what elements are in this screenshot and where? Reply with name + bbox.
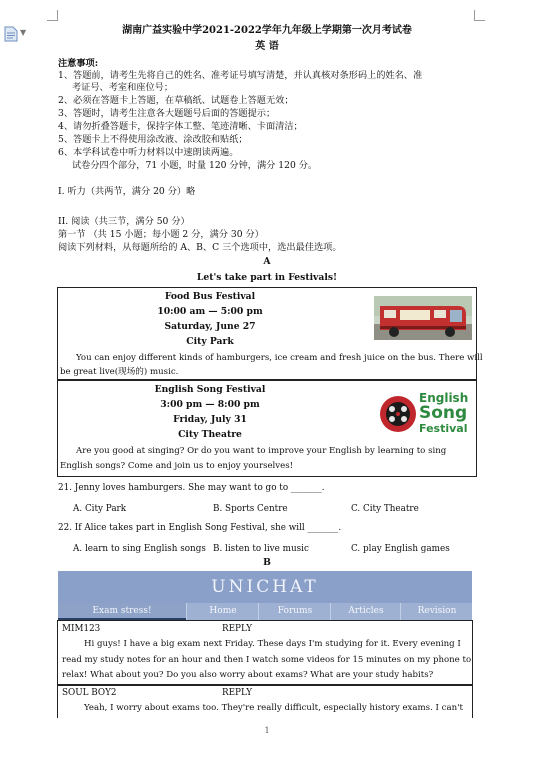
question-stem: 21. Jenny loves hamburgers. She may want to go to _______. (58, 483, 325, 493)
question-option[interactable]: A. City Park (73, 504, 127, 514)
food-bus-image (374, 296, 472, 340)
festival-description: You can enjoy different kinds of hamburgers, ice cream and fresh juice on the bus. There will (76, 353, 483, 363)
festival-name: English Song Festival (154, 384, 266, 395)
margin-corner-mark (474, 10, 485, 21)
document-icon[interactable] (4, 26, 18, 42)
question-option[interactable]: C. City Theatre (351, 504, 419, 514)
festival-place: City Park (186, 336, 234, 347)
festival-date: Saturday, June 27 (164, 321, 256, 332)
notice-item: 2、必须在答题卡上答题，在草稿纸、试题卷上答题无效； (58, 95, 294, 106)
notice-item: 5、答题卡上不得使用涂改液、涂改胶和贴纸； (58, 134, 248, 145)
unichat-banner (58, 571, 472, 603)
question-option[interactable]: B. listen to live music (213, 544, 309, 554)
festival-time: 3:00 pm — 8:00 pm (160, 399, 260, 410)
post-reply-button[interactable]: REPLY (222, 688, 253, 698)
festival-time: 10:00 am — 5:00 pm (157, 306, 263, 317)
notice-item: 考证号、考室和座位号； (72, 82, 174, 93)
tab-forums[interactable]: Forums (258, 603, 331, 620)
page-number: 1 (264, 726, 270, 735)
festival-date: Friday, July 31 (173, 414, 247, 425)
part2-heading: II. 阅读（共三节，满分 50 分） (58, 216, 190, 227)
notice-item: 试卷分四个部分，71 小题，时量 120 分钟，满分 120 分。 (72, 160, 318, 171)
notice-item: 6、本学科试卷中听力材料以中速朗读两遍。 (58, 147, 239, 158)
notice-item: 1、答题前，请考生先将自己的姓名、准考证号填写清楚，并认真核对条形码上的姓名、准 (58, 70, 423, 81)
forum-nav-bar (58, 603, 472, 620)
passage-a-title: Let's take part in Festivals! (196, 272, 338, 283)
post-text-line: read my study notes for an hour and then I watch some videos for 15 minutes on my phone to (62, 655, 472, 665)
tab-home[interactable]: Home (186, 603, 259, 620)
post-username: SOUL BOY2 (62, 688, 117, 698)
exam-title: 湖南广益实验中学2021-2022学年九年级上学期第一次月考试卷 (122, 25, 412, 36)
section-heading: 第一节 （共 15 小题；每小题 2 分，满分 30 分） (58, 229, 264, 240)
festival-name: Food Bus Festival (164, 291, 256, 302)
post-reply-button[interactable]: REPLY (222, 624, 253, 634)
site-name: UNICHAT (211, 577, 319, 597)
festival-description: be great live(现场的) music. (60, 367, 179, 377)
english-song-festival-logo: English Song Festival (378, 392, 470, 438)
post-text-line: relax! What about you? Do you also worry about exams? What are your study habits? (62, 670, 434, 680)
post-text-line: Hi guys! I have a big exam next Friday. These days I'm studying for it. Every evening I (84, 639, 461, 649)
part1-heading: I. 听力（共两节，满分 20 分）略 (58, 186, 196, 197)
question-option[interactable]: B. Sports Centre (213, 504, 288, 514)
passage-a-letter: A (263, 256, 271, 267)
notice-item: 4、请勿折叠答题卡，保持字体工整、笔迹清晰、卡面清洁； (58, 121, 303, 132)
notice-heading: 注意事项: (58, 58, 99, 69)
subject-title: 英 语 (255, 41, 279, 52)
tab-revision[interactable]: Revision (400, 603, 473, 620)
margin-corner-mark (47, 10, 58, 21)
post-text-line: Yeah, I worry about exams too. They're really difficult, especially history exams. I can't (84, 703, 463, 713)
question-stem: 22. If Alice takes part in English Song Festival, she will _______. (58, 523, 342, 533)
tab-exam-stress[interactable]: Exam stress! (58, 603, 186, 620)
instruction-text: 阅读下列材料，从每题所给的 A、B、C 三个选项中，选出最佳选项。 (58, 242, 342, 253)
question-option[interactable]: A. learn to sing English songs (73, 544, 206, 554)
notice-item: 3、答题时，请考生注意各大题题号后面的答题提示； (58, 108, 276, 119)
festival-description: Are you good at singing? Or do you want to improve your English by learning to sing (76, 446, 447, 456)
post-username: MIM123 (62, 624, 101, 634)
question-option[interactable]: C. play English games (351, 544, 450, 554)
festival-description: English songs? Come and join us to enjoy yourselves! (60, 461, 294, 471)
chevron-down-icon[interactable]: ▼ (20, 28, 27, 37)
festival-place: City Theatre (178, 429, 242, 440)
tab-articles[interactable]: Articles (330, 603, 401, 620)
passage-b-letter: B (263, 557, 271, 568)
